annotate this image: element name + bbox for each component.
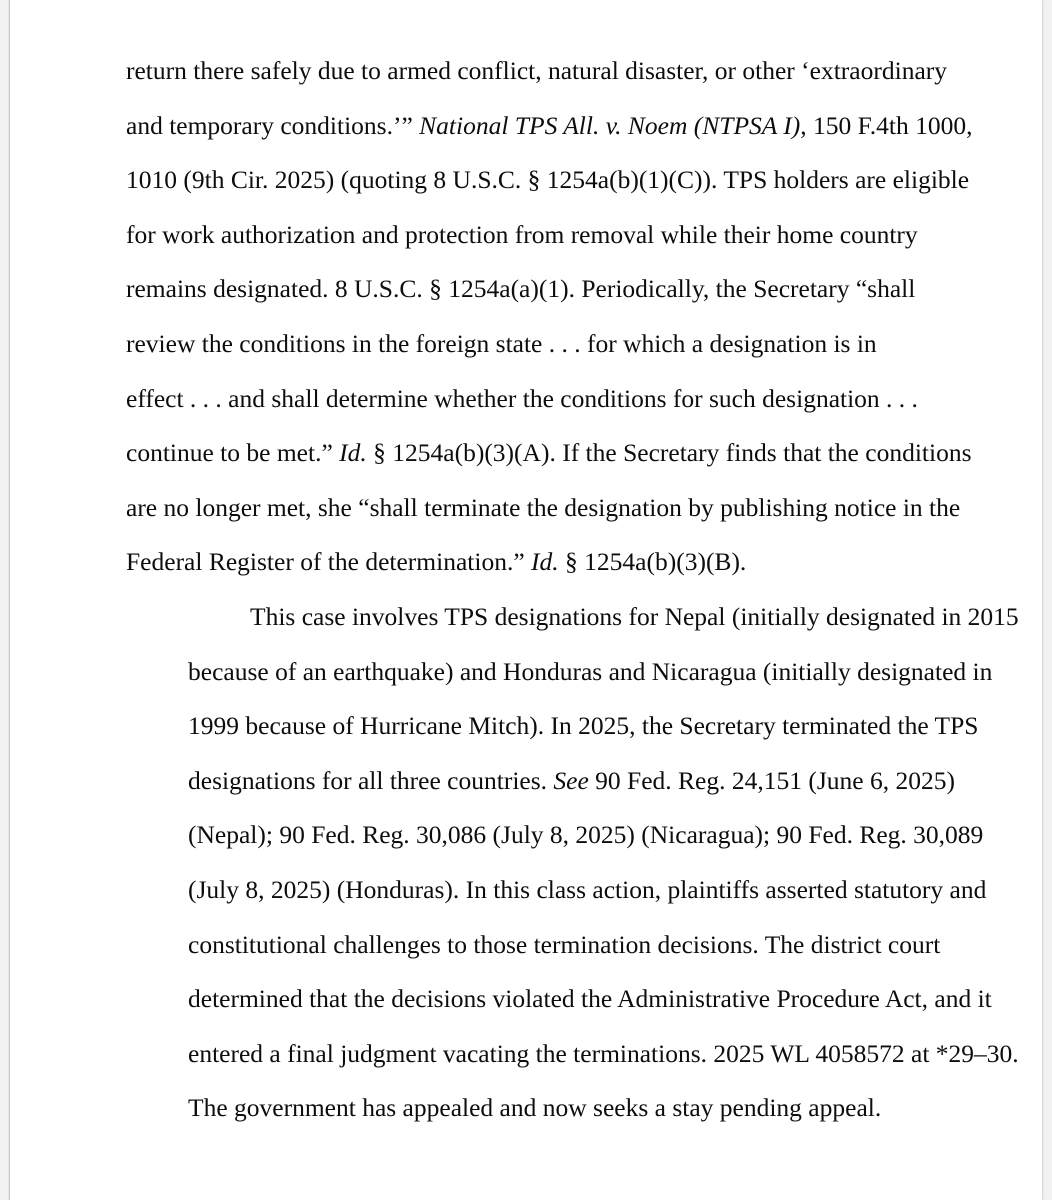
document-text-body: [126, 44, 1019, 1136]
text-run: designations for all three countries.: [188, 765, 554, 795]
text-run: (July 8, 2025) (Honduras). In this class action, plaintiffs asserted statutory and: [188, 874, 987, 904]
text-run: 90 Fed. Reg. 24,151 (June 6, 2025): [588, 765, 955, 795]
paragraph-case-background: [126, 590, 1019, 1136]
text-run: 1999 because of Hurricane Mitch). In 2025, the Secretary terminated the TPS: [188, 711, 979, 741]
text-run: , 150 F.4th 1000,: [800, 110, 973, 140]
text-line: [126, 99, 973, 154]
text-run: for work authorization and protection from removal while their home country: [126, 219, 918, 249]
text-run: constitutional challenges to those termination decisions. The district court: [188, 929, 941, 959]
text-run: entered a final judgment vacating the terminations. 2025 WL 4058572 at *29–30.: [188, 1038, 1019, 1068]
text-run: determined that the decisions violated the Administrative Procedure Act, and it: [188, 984, 992, 1014]
text-line: [126, 754, 955, 809]
text-line: [126, 481, 961, 536]
text-run: review the conditions in the foreign state . . . for which a designation is in: [126, 328, 877, 358]
citation-italic: Id.: [531, 547, 559, 577]
text-run: Federal Register of the determination.”: [126, 547, 532, 577]
text-run: remains designated. 8 U.S.C. § 1254a(a)(1). Periodically, the Secretary “shall: [126, 274, 916, 304]
text-run: This case involves TPS designations for Nepal (initially designated in 2015: [250, 601, 1019, 631]
text-line: [126, 972, 992, 1027]
text-line: [126, 1027, 1019, 1082]
text-line: [126, 863, 987, 918]
citation-italic: See: [553, 765, 589, 795]
text-run: effect . . . and shall determine whether the conditions for such designation . . .: [126, 383, 918, 413]
text-line: [126, 1081, 938, 1136]
text-run: § 1254a(b)(3)(B).: [558, 547, 747, 577]
paragraph-statutory-framework: [126, 44, 973, 590]
text-line: [126, 44, 948, 99]
text-run: 1010 (9th Cir. 2025) (quoting 8 U.S.C. § 1254a(b)(1)(C)). TPS holders are eligible: [126, 165, 970, 195]
text-line: [126, 699, 979, 754]
text-run: continue to be met.”: [126, 438, 340, 468]
text-run: because of an earthquake) and Honduras and Nicaragua (initially designated in: [188, 656, 993, 686]
text-run: (Nepal); 90 Fed. Reg. 30,086 (July 8, 2025) (Nicaragua); 90 Fed. Reg. 30,089: [188, 820, 984, 850]
text-line: [126, 645, 993, 700]
text-run: return there safely due to armed conflict, natural disaster, or other ‘extraordinary: [126, 56, 948, 85]
text-line: [126, 590, 1019, 645]
text-line: [126, 208, 938, 263]
text-line: [126, 426, 972, 481]
text-line: [126, 808, 984, 863]
text-line: [126, 153, 970, 208]
text-line: [126, 535, 938, 590]
text-run: The government has appealed and now seeks a stay pending appeal.: [188, 1093, 882, 1123]
citation-italic: Id.: [339, 438, 367, 468]
text-run: § 1254a(b)(3)(A). If the Secretary finds that the conditions: [366, 438, 972, 468]
text-run: and temporary conditions.’”: [126, 110, 420, 140]
text-run: are no longer met, she “shall terminate the designation by publishing notice in the: [126, 492, 961, 522]
text-line: [126, 372, 938, 427]
text-line: [126, 317, 938, 372]
citation-italic: National TPS All. v. Noem (NTPSA I): [419, 110, 801, 140]
text-line: [126, 262, 938, 317]
document-page-sheet[interactable]: [10, 0, 1042, 1200]
text-line: [126, 918, 941, 973]
